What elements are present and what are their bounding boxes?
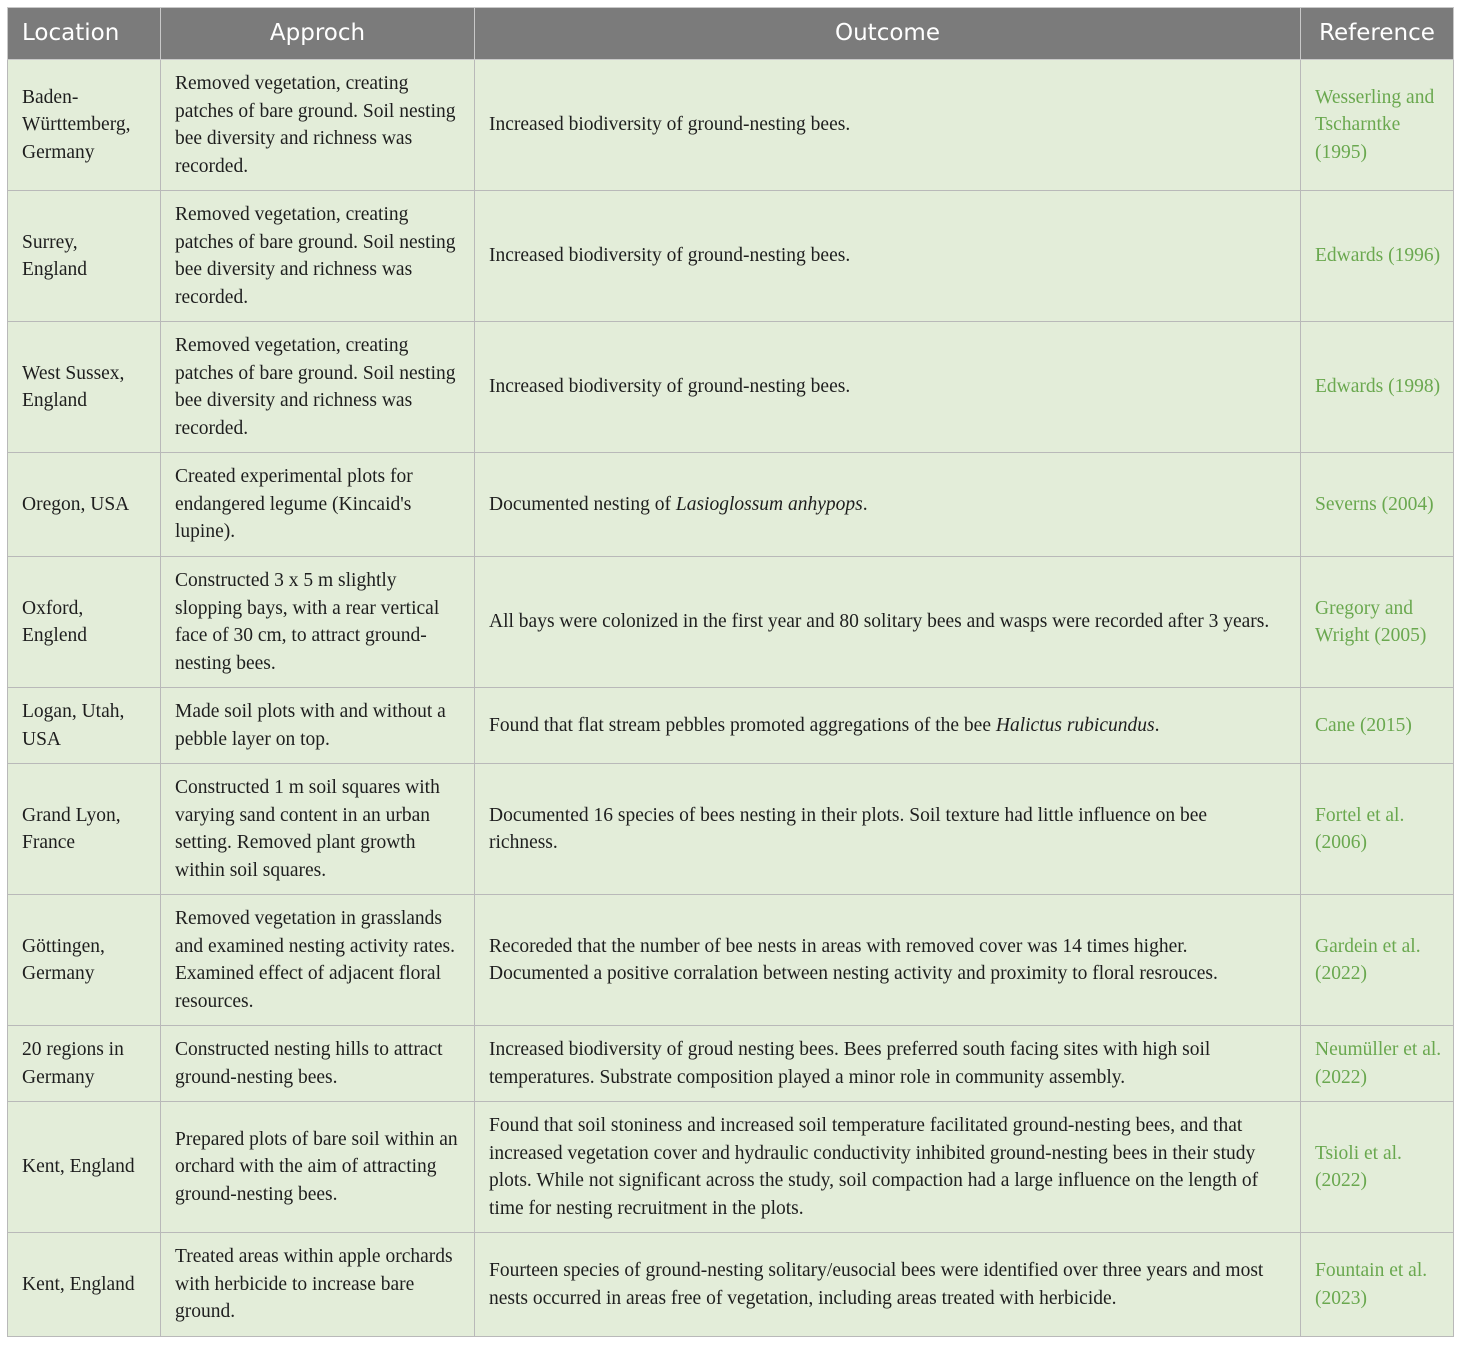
outcome-cell (475, 453, 1301, 557)
reference-link[interactable]: Edwards (1996) (1301, 191, 1454, 322)
approach-cell: Constructed nesting hills to attract ground-nesting bees. (161, 1026, 475, 1102)
outcome-text: Documented nesting of (489, 493, 676, 515)
approach-cell: Created experimental plots for endangered legume (Kincaid's lupine). (161, 453, 475, 557)
approach-cell: Removed vegetation, creating patches of bare ground. Soil nesting bee diversity and richness was recorded. (161, 191, 475, 322)
outcome-text: Found that soil stoniness and increased soil temperature facilitated ground-nesting bees, and that increased vegetation cover and hydraulic conductivity inhibited ground-nesting bees in their study plots. While not significant across the study, soil compaction had a large influence on the length of time for nesting recruitment in the plots. (489, 1115, 1259, 1219)
outcome-text: Recoreded that the number of bee nests in areas with removed cover was 14 times higher. Documented a positive corralation between nesting activity and proximity to floral resrouces. (489, 935, 1218, 984)
approach-cell: Prepared plots of bare soil within an orchard with the aim of attracting ground-nesting bees. (161, 1102, 475, 1233)
header-approach: Approch (161, 8, 475, 60)
table-row (8, 557, 1454, 688)
table-row (8, 60, 1454, 191)
approach-cell: Constructed 1 m soil squares with varying sand content in an urban setting. Removed plant growth within soil squares. (161, 764, 475, 895)
outcome-cell (475, 764, 1301, 895)
reference-link[interactable]: Fortel et al. (2006) (1301, 764, 1454, 895)
table-row (8, 1026, 1454, 1102)
table-row (8, 895, 1454, 1026)
location-cell: Kent, England (8, 1233, 161, 1337)
table-row (8, 322, 1454, 453)
approach-cell: Removed vegetation in grasslands and examined nesting activity rates. Examined effect of adjacent floral resources. (161, 895, 475, 1026)
location-cell: Logan, Utah, USA (8, 688, 161, 764)
location-cell: West Sussex, England (8, 322, 161, 453)
outcome-cell (475, 322, 1301, 453)
header-outcome: Outcome (475, 8, 1301, 60)
location-cell: 20 regions in Germany (8, 1026, 161, 1102)
outcome-text: Fourteen species of ground-nesting solitary/eusocial bees were identified over three years and most nests occurred in areas free of vegetation, including areas treated with herbicide. (489, 1260, 1264, 1309)
location-cell: Grand Lyon, France (8, 764, 161, 895)
reference-link[interactable]: Severns (2004) (1301, 453, 1454, 557)
outcome-text-end: . (862, 493, 868, 515)
approach-cell: Constructed 3 x 5 m slightly slopping bays, with a rear vertical face of 30 cm, to attract ground-nesting bees. (161, 557, 475, 688)
table-row (8, 453, 1454, 557)
approach-cell: Removed vegetation, creating patches of bare ground. Soil nesting bee diversity and richness was recorded. (161, 60, 475, 191)
reference-link[interactable]: Wesserling and Tscharntke (1995) (1301, 60, 1454, 191)
header-reference: Reference (1301, 8, 1454, 60)
outcome-text: Documented 16 species of bees nesting in their plots. Soil texture had little influence on bee richness. (489, 804, 1208, 853)
location-cell: Baden-Württemberg, Germany (8, 60, 161, 191)
reference-link[interactable]: Gregory and Wright (2005) (1301, 557, 1454, 688)
reference-link[interactable]: Fountain et al. (2023) (1301, 1233, 1454, 1337)
outcome-cell (475, 557, 1301, 688)
outcome-cell (475, 1026, 1301, 1102)
outcome-text-end: . (1154, 714, 1160, 736)
header-row (8, 8, 1454, 60)
table-row (8, 764, 1454, 895)
location-cell: Oxford, Englend (8, 557, 161, 688)
location-cell: Göttingen, Germany (8, 895, 161, 1026)
outcome-text: Increased biodiversity of groud nesting bees. Bees preferred south facing sites with high soil temperatures. Substrate composition played a minor role in community assembly. (489, 1039, 1211, 1088)
outcome-text: All bays were colonized in the first year and 80 solitary bees and wasps were recorded after 3 years. (489, 611, 1270, 633)
approach-cell: Made soil plots with and without a pebble layer on top. (161, 688, 475, 764)
location-cell: Oregon, USA (8, 453, 161, 557)
table-row (8, 191, 1454, 322)
outcome-cell (475, 1233, 1301, 1337)
outcome-text: Increased biodiversity of ground-nesting bees. (489, 245, 851, 267)
species-name: Lasioglossum anhypops (675, 493, 863, 515)
outcome-text: Increased biodiversity of ground-nesting bees. (489, 376, 851, 398)
species-name: Halictus rubicundus (995, 714, 1155, 736)
outcome-cell (475, 1102, 1301, 1233)
table-row (8, 688, 1454, 764)
outcome-cell (475, 688, 1301, 764)
reference-link[interactable]: Neumüller et al. (2022) (1301, 1026, 1454, 1102)
header-location: Location (8, 8, 161, 60)
outcome-text: Increased biodiversity of ground-nesting bees. (489, 114, 851, 136)
reference-link[interactable]: Gardein et al. (2022) (1301, 895, 1454, 1026)
outcome-text: Found that flat stream pebbles promoted aggregations of the bee (489, 714, 996, 736)
approach-cell: Treated areas within apple orchards with herbicide to increase bare ground. (161, 1233, 475, 1337)
reference-link[interactable]: Cane (2015) (1301, 688, 1454, 764)
outcome-cell (475, 191, 1301, 322)
reference-link[interactable]: Tsioli et al. (2022) (1301, 1102, 1454, 1233)
outcome-cell (475, 895, 1301, 1026)
outcome-cell (475, 60, 1301, 191)
table-row (8, 1233, 1454, 1337)
table-row (8, 1102, 1454, 1233)
approach-cell: Removed vegetation, creating patches of bare ground. Soil nesting bee diversity and richness was recorded. (161, 322, 475, 453)
reference-link[interactable]: Edwards (1998) (1301, 322, 1454, 453)
location-cell: Kent, England (8, 1102, 161, 1233)
location-cell: Surrey, England (8, 191, 161, 322)
studies-table (7, 7, 1454, 1337)
